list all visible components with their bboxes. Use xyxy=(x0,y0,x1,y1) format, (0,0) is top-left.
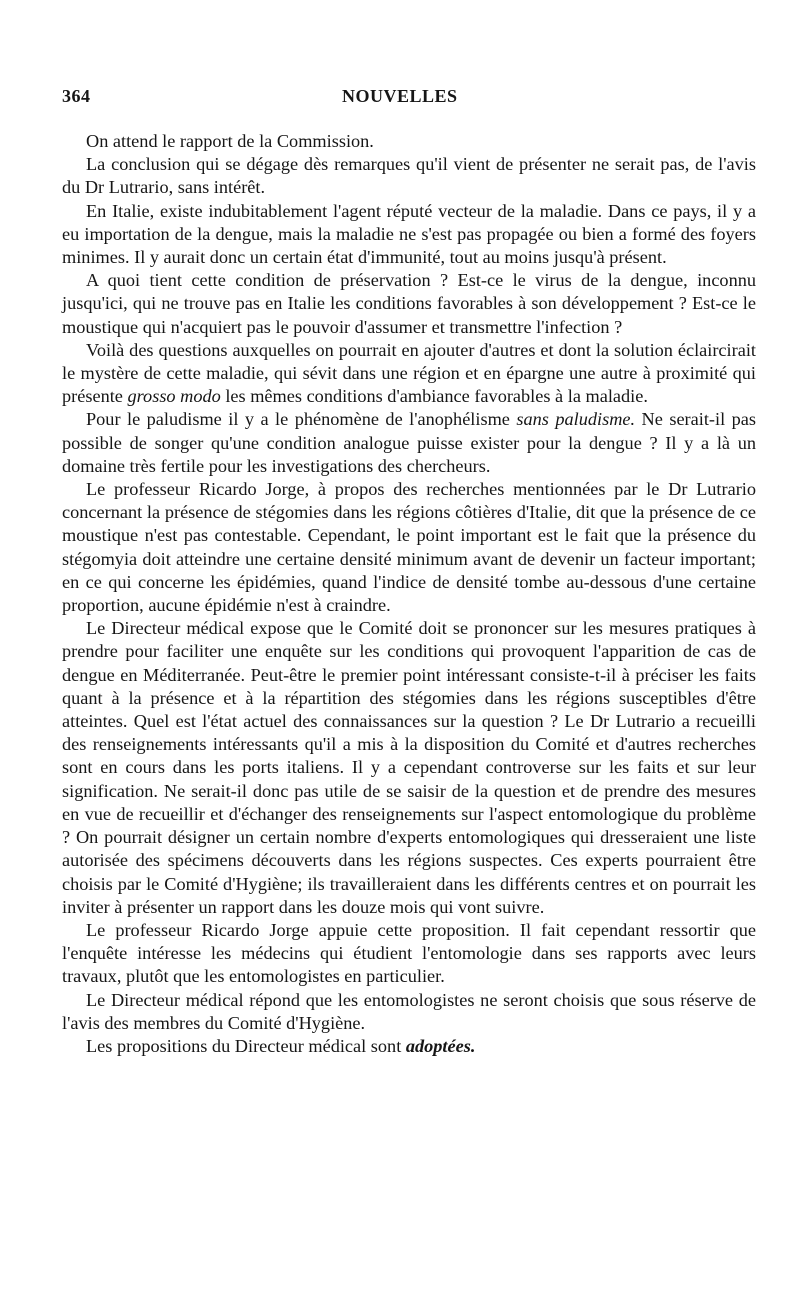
paragraph-medical-director-reply: Le Directeur médical répond que les entomologistes ne seront choisis que sous réserve de l'avis des membres du Comité d'Hygiène. xyxy=(62,989,756,1033)
paragraph-preservation-question: A quoi tient cette condition de préservation ? Est-ce le virus de la dengue, inconnu jusqu'ici, qui ne trouve pas en Italie les conditions favorables à son développement ? Est-ce le moustique qui n'acquiert pas le pouvoir d'assumer et transmettre l'infection ? xyxy=(62,270,756,337)
paludisme-emphasis: sans paludisme. xyxy=(516,409,636,430)
paragraph-ricardo-jorge-density: Le professeur Ricardo Jorge, à propos des recherches mentionnées par le Dr Lutrario concernant la présence de stégomies dans les régions côtières d'Italie, dit que la présence de ce moustique n'est pas contestable. Cependant, le point important est le fait que la présence du stégomyia doit atteindre une certaine densité minimum avant de devenir un facteur important; en ce qui concerne les épidémies, quand l'indice de densité tombe au-dessous d'une certaine proportion, aucune épidémie n'est à craindre. xyxy=(62,479,756,616)
paragraph-commission-report: On attend le rapport de la Commission. xyxy=(86,131,374,151)
paragraph-paludisme xyxy=(62,408,756,478)
paragraph-propositions-adopted xyxy=(62,1035,756,1058)
page-header xyxy=(62,86,756,116)
body-text xyxy=(62,130,756,1058)
paragraph-conclusion: La conclusion qui se dégage dès remarques qu'il vient de présenter ne serait pas, de l'avis du Dr Lutrario, sans intérêt. xyxy=(62,154,756,198)
paragraph-adopted-before: Les propositions du Directeur médical sont xyxy=(86,1035,406,1056)
adopted-emphasis: adoptées. xyxy=(405,1035,476,1056)
paragraph-italy-dengue: En Italie, existe indubitablement l'agent réputé vecteur de la maladie. Dans ce pays, il y a eu importation de la dengue, mais la maladie ne s'est pas propagée ou bien a formé des foyers minimes. Il y aurait donc un certain état d'immunité, tout au moins jusqu'à présent. xyxy=(62,200,756,268)
latin-emphasis: grosso modo xyxy=(127,386,221,407)
paragraph-questions xyxy=(62,339,756,409)
paragraph-medical-director-measures: Le Directeur médical expose que le Comité doit se prononcer sur les mesures pratiques à prendre pour faciliter une enquête sur les conditions qui provoquent l'apparition de cas de dengue en Méditerranée. Peut-être le premier point intéressant consiste-t-il à préciser les faits quant à la présence et à la répartition des stégomies dans les régions susceptibles d'être atteintes. Quel est l'état actuel des connaissances sur la question ? Le Dr Lutrario a recueilli des renseignements intéressants qu'il a mis à la disposition du Comité et d'autres recherches sont en cours dans les ports italiens. Il y a cependant controverse sur les faits et sur leur signification. Ne serait-il donc pas utile de se saisir de la question et de prendre des mesures en vue de recueillir et d'échanger des renseignements sur l'aspect entomologique du problème ? On pourrait désigner un certain nombre d'experts entomologiques qui dresseraient une liste autorisée des spécimens découverts dans les régions suspectes. Ces experts pourraient être choisis par le Comité d'Hygiène; ils travailleraient dans les différents centres et on pourrait les inviter à présenter un rapport dans les douze mois qui vont suivre. xyxy=(62,618,756,917)
paragraph-paludisme-after: Ne serait-il pas possible de songer qu'une condition analogue puisse exister pour la dengue ? Il y a là un domaine très fertile pour les investigations des chercheurs. xyxy=(62,409,756,476)
paragraph-ricardo-jorge-support: Le professeur Ricardo Jorge appuie cette proposition. Il fait cependant ressortir que l'enquête intéresse les médecins qui étudient l'entomologie dans ses rapports avec leurs travaux, plutôt que les entomologistes en particulier. xyxy=(62,919,756,987)
running-title: NOUVELLES xyxy=(342,86,458,106)
paragraph-questions-before: Voilà des questions auxquelles on pourrait en ajouter d'autres et dont la solution éclaircirait le mystère de cette maladie, qui sévit dans une région et en épargne une autre à proximité qui présente xyxy=(62,339,756,407)
page-number: 364 xyxy=(62,86,91,106)
paragraph-paludisme-before: Pour le paludisme il y a le phénomène de l'anophélisme xyxy=(86,409,517,430)
paragraph-questions-after: les mêmes conditions d'ambiance favorables à la maladie. xyxy=(220,386,648,407)
